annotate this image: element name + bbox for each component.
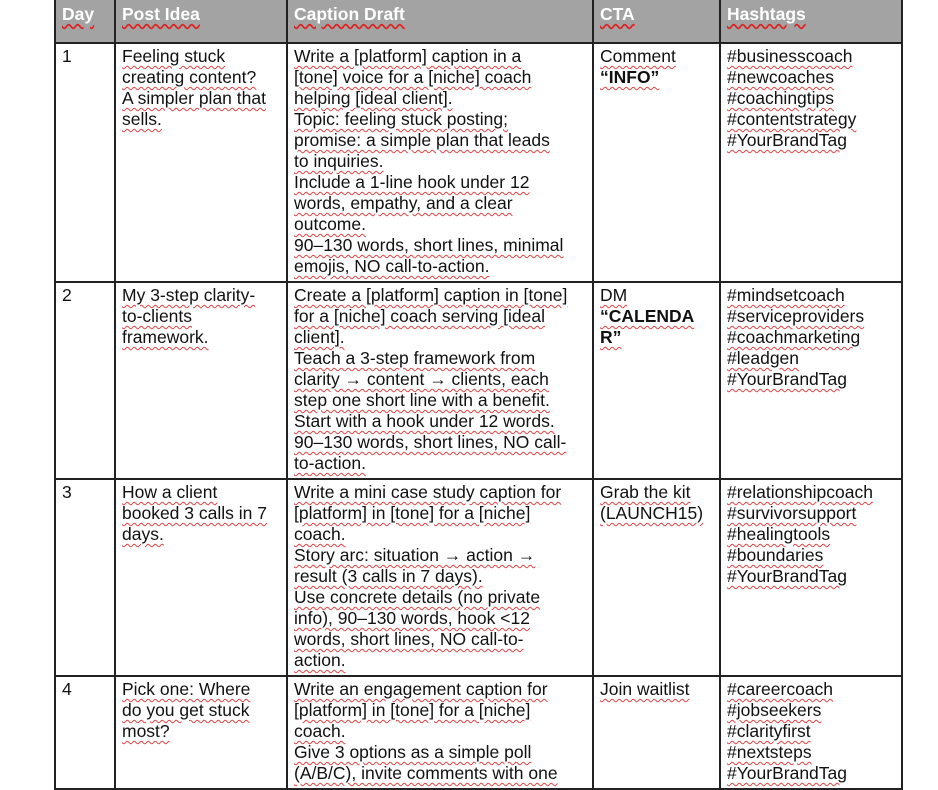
header-label: Post Idea (122, 4, 200, 24)
post-idea-cell-line: days. (122, 524, 164, 544)
header-label: Caption Draft (294, 4, 405, 24)
caption-draft-cell-line: Story arc: situation → action → (294, 545, 536, 565)
caption-draft-cell[interactable] (287, 479, 593, 676)
caption-draft-cell[interactable] (287, 43, 593, 282)
hashtags-cell-line: #boundaries (727, 545, 824, 565)
post-idea-cell[interactable] (115, 479, 287, 676)
header-caption-draft (287, 0, 593, 43)
hashtags-cell-line: #leadgen (727, 348, 800, 368)
caption-draft-cell-line: (A/B/C), invite comments with one (294, 763, 558, 783)
caption-draft-cell-line: Include a 1-line hook under 12 (294, 172, 530, 192)
header-hashtags (720, 0, 902, 43)
table-row (55, 676, 902, 789)
table-row (55, 43, 902, 282)
caption-draft-cell-line: emojis, NO call-to-action. (294, 256, 490, 276)
hashtags-cell-line: #YourBrandTag (727, 369, 848, 389)
day-number: 4 (62, 679, 72, 699)
caption-draft-cell-line: clarity → content → clients, each (294, 369, 549, 389)
hashtags-cell-line: #businesscoach (727, 46, 853, 66)
hashtags-cell[interactable] (720, 676, 902, 789)
day-number: 1 (62, 46, 72, 66)
caption-draft-cell-line: Write a mini case study caption for (294, 482, 562, 502)
post-idea-cell-line: do you get stuck (122, 700, 250, 720)
caption-draft-cell-line: [tone] voice for a [niche] coach (294, 67, 532, 87)
cta-keyword: “CALENDA (600, 306, 695, 326)
cta-cell-line: DM (600, 285, 628, 305)
post-idea-cell-line: Feeling stuck (122, 46, 226, 66)
caption-draft-cell-line: action. (294, 650, 346, 670)
caption-draft-cell-line: info), 90–130 words, hook <12 (294, 608, 530, 628)
caption-draft-cell-line: Create a [platform] caption in [tone] (294, 285, 568, 305)
caption-draft-cell[interactable] (287, 282, 593, 479)
post-idea-cell-line: How a client (122, 482, 218, 502)
caption-draft-cell-line: [platform] in [tone] for a [niche] (294, 700, 531, 720)
hashtags-cell-line: #healingtools (727, 524, 831, 544)
caption-draft-cell-line: Write a [platform] caption in a (294, 46, 522, 66)
caption-draft-cell-line: for a [niche] coach serving [ideal (294, 306, 545, 326)
caption-draft-cell-line: to inquiries. (294, 151, 384, 171)
hashtags-cell-line: #careercoach (727, 679, 834, 699)
cta-cell[interactable] (593, 479, 720, 676)
caption-draft-cell-line: [platform] in [tone] for a [niche] (294, 503, 531, 523)
day-cell[interactable] (55, 43, 115, 282)
hashtags-cell-line: #contentstrategy (727, 109, 857, 129)
post-idea-cell-line: booked 3 calls in 7 (122, 503, 267, 523)
caption-draft-cell-line: Use concrete details (no private (294, 587, 541, 607)
cta-cell-line: Comment (600, 46, 676, 66)
hashtags-cell-line: #survivorsupport (727, 503, 857, 523)
hashtags-cell-line: #mindsetcoach (727, 285, 845, 305)
cta-cell-line: Grab the kit (600, 482, 691, 502)
post-idea-cell-line: A simpler plan that (122, 88, 266, 108)
post-idea-cell-line: Pick one: Where (122, 679, 251, 699)
hashtags-cell[interactable] (720, 479, 902, 676)
post-idea-cell-line: creating content? (122, 67, 257, 87)
header-day (55, 0, 115, 43)
caption-draft-cell-line: coach. (294, 524, 346, 544)
caption-draft-cell-line: words, short lines, NO call-to- (294, 629, 524, 649)
hashtags-cell-line: #coachingtips (727, 88, 835, 108)
hashtags-cell-line: #relationshipcoach (727, 482, 873, 502)
header-row (55, 0, 902, 43)
day-number: 2 (62, 285, 72, 305)
caption-draft-cell-line: Give 3 options as a simple poll (294, 742, 532, 762)
hashtags-cell-line: #YourBrandTag (727, 566, 848, 586)
caption-draft-cell[interactable] (287, 676, 593, 789)
cta-keyword: “INFO” (600, 67, 660, 87)
caption-draft-cell-line: Start with a hook under 12 words. (294, 411, 555, 431)
post-idea-cell-line: framework. (122, 327, 209, 347)
post-idea-cell-line: most? (122, 721, 170, 741)
caption-draft-cell-line: client]. (294, 327, 345, 347)
cta-cell-line: (LAUNCH15) (600, 503, 704, 523)
caption-draft-cell-line: helping [ideal client]. (294, 88, 453, 108)
table-row (55, 282, 902, 479)
caption-draft-cell-line: result (3 calls in 7 days). (294, 566, 483, 586)
header-label: CTA (600, 4, 635, 24)
caption-draft-cell-line: 90–130 words, short lines, minimal (294, 235, 564, 255)
caption-draft-cell-line: coach. (294, 721, 346, 741)
day-cell[interactable] (55, 676, 115, 789)
caption-draft-cell-line: step one short line with a benefit. (294, 390, 550, 410)
post-idea-cell[interactable] (115, 282, 287, 479)
hashtags-cell-line: #YourBrandTag (727, 763, 848, 783)
caption-draft-cell-line: Write an engagement caption for (294, 679, 548, 699)
header-label: Day (62, 4, 95, 24)
caption-draft-cell-line: to-action. (294, 453, 366, 473)
content-calendar-table (54, 0, 903, 790)
header-post-idea (115, 0, 287, 43)
hashtags-cell-line: #YourBrandTag (727, 130, 848, 150)
hashtags-cell[interactable] (720, 43, 902, 282)
post-idea-cell[interactable] (115, 676, 287, 789)
day-cell[interactable] (55, 479, 115, 676)
post-idea-cell-line: sells. (122, 109, 162, 129)
post-idea-cell[interactable] (115, 43, 287, 282)
cta-cell[interactable] (593, 43, 720, 282)
hashtags-cell-line: #newcoaches (727, 67, 835, 87)
cta-cell[interactable] (593, 282, 720, 479)
day-number: 3 (62, 482, 72, 502)
hashtags-cell-line: #nextsteps (727, 742, 812, 762)
caption-draft-cell-line: promise: a simple plan that leads (294, 130, 550, 150)
cta-cell-line: Join waitlist (600, 679, 690, 699)
header-cta (593, 0, 720, 43)
post-idea-cell-line: to-clients (122, 306, 193, 326)
cta-cell[interactable] (593, 676, 720, 789)
header-label: Hashtags (727, 4, 806, 24)
cta-keyword: R” (600, 327, 622, 347)
caption-draft-cell-line: Teach a 3-step framework from (294, 348, 536, 368)
caption-draft-cell-line: 90–130 words, short lines, NO call- (294, 432, 567, 452)
post-idea-cell-line: My 3-step clarity- (122, 285, 256, 305)
table-row (55, 479, 902, 676)
hashtags-cell-line: #jobseekers (727, 700, 822, 720)
caption-draft-cell-line: outcome. (294, 214, 366, 234)
hashtags-cell-line: #coachmarketing (727, 327, 861, 347)
hashtags-cell-line: #clarityfirst (727, 721, 811, 741)
caption-draft-cell-line: words, empathy, and a clear (294, 193, 513, 213)
hashtags-cell[interactable] (720, 282, 902, 479)
hashtags-cell-line: #serviceproviders (727, 306, 865, 326)
caption-draft-cell-line: Topic: feeling stuck posting; (294, 109, 509, 129)
day-cell[interactable] (55, 282, 115, 479)
